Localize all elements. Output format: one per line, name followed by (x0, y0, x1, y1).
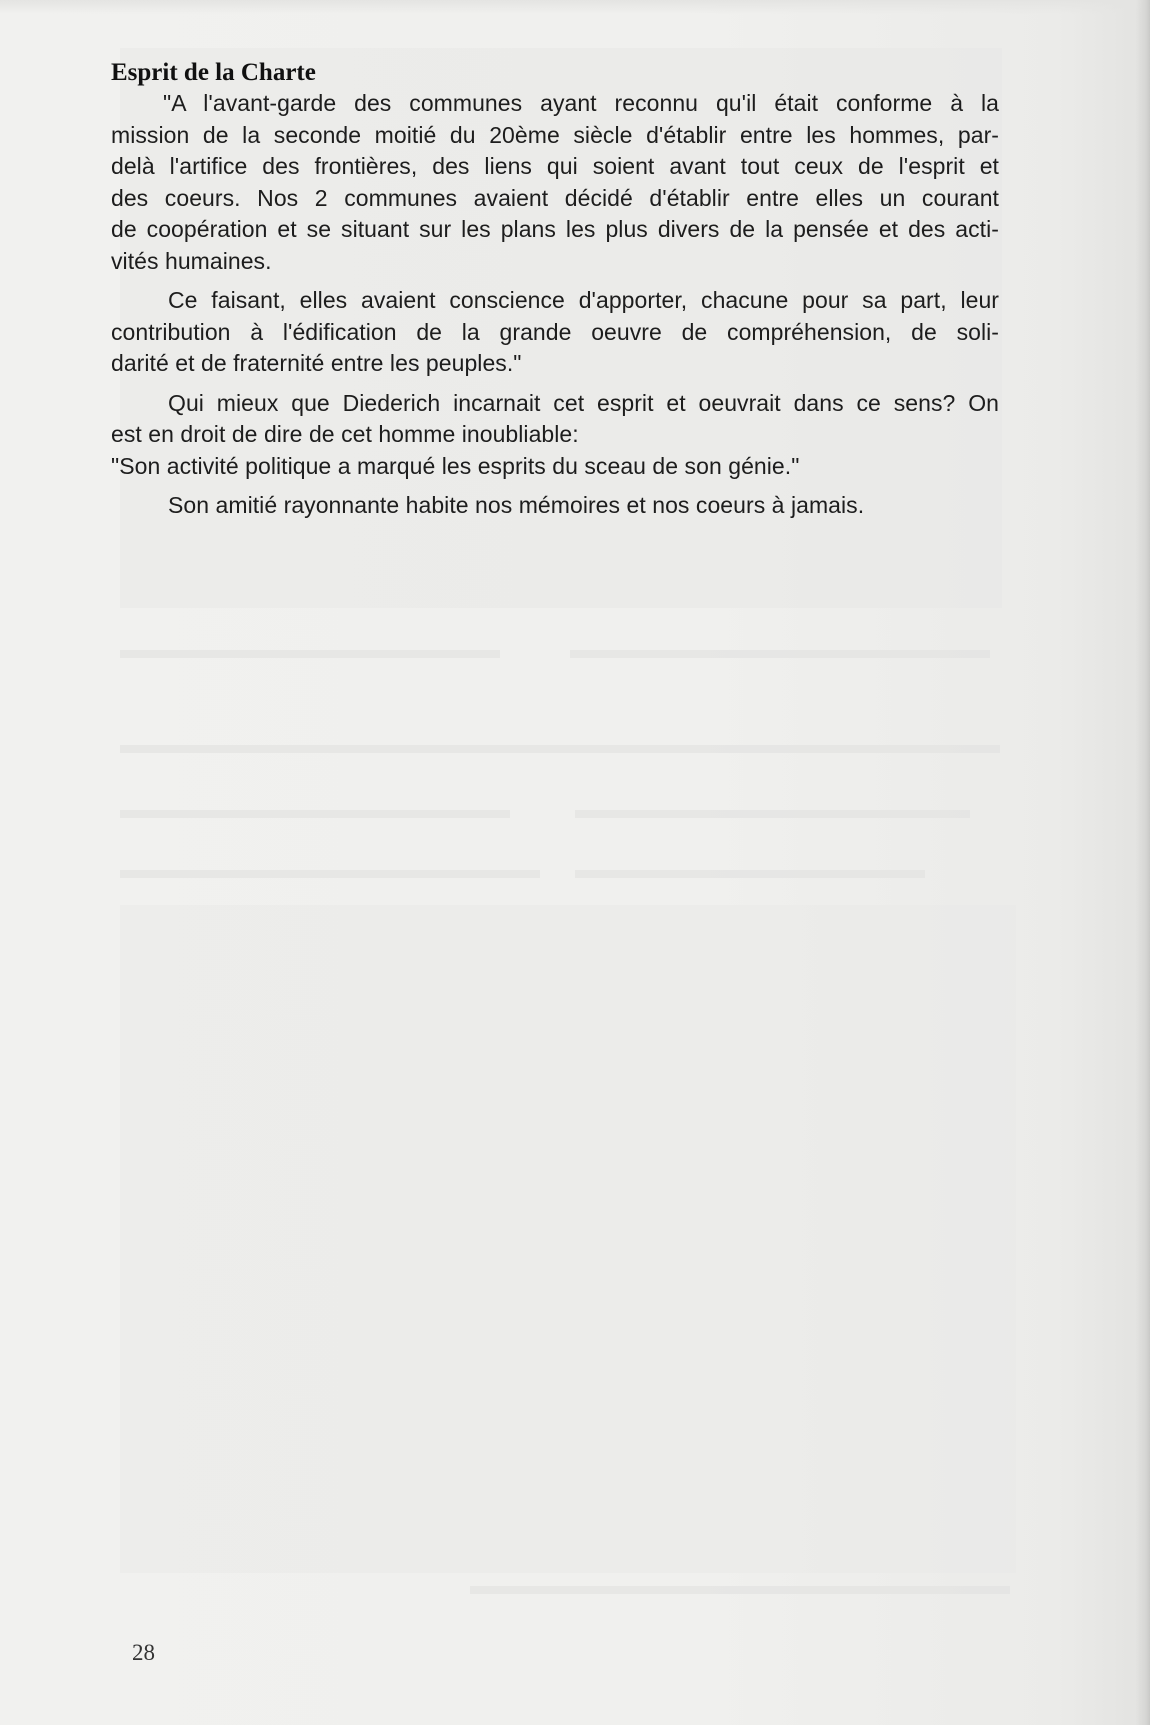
closing-paragraph (111, 490, 999, 522)
book-spine-edge (1136, 0, 1150, 1725)
show-through-text-line (120, 745, 1000, 753)
show-through-text-line (575, 810, 970, 818)
show-through-text-line (120, 870, 540, 878)
text-line: des coeurs. Nos 2 communes avaient décidé d'établir entre elles un courant (111, 184, 999, 211)
section-heading: Esprit de la Charte (111, 59, 316, 86)
show-through-photo-bottom (120, 905, 1016, 1573)
text-line: Qui mieux que Diederich incarnait cet esprit et oeuvrait dans ce sens? On (168, 389, 999, 416)
text-line: Son amitié rayonnante habite nos mémoires et nos coeurs à jamais. (168, 492, 865, 518)
text-line: darité et de fraternité entre les peuples." (111, 350, 522, 376)
text-line: Ce faisant, elles avaient conscience d'apporter, chacune pour sa part, leur (168, 287, 999, 313)
text-line: mission de la seconde moitié du 20ème siècle d'établir entre les hommes, par- (111, 121, 999, 148)
page-top-shadow (0, 0, 1150, 14)
contribution-paragraph (111, 285, 999, 380)
text-line: de coopération et se situant sur les plans les plus divers de la pensée et des acti- (111, 216, 999, 242)
diederich-paragraph (111, 388, 999, 483)
text-line: vités humaines. (111, 247, 272, 274)
quote-line: "Son activité politique a marqué les esprits du sceau de son génie." (111, 452, 800, 479)
show-through-text-line (575, 870, 925, 878)
text-line: contribution à l'édification de la grande oeuvre de compréhension, de soli- (111, 318, 999, 345)
text-line: "A l'avant-garde des communes ayant reconnu qu'il était conforme à la (163, 90, 999, 116)
page-number: 28 (132, 1640, 155, 1665)
text-line: delà l'artifice des frontières, des liens qui soient avant tout ceux de l'esprit et (111, 153, 999, 179)
charter-quote-paragraph (111, 88, 999, 277)
show-through-text-line (570, 650, 990, 658)
show-through-text-line (120, 810, 510, 818)
article-body (111, 58, 999, 522)
show-through-text-line (120, 650, 500, 658)
show-through-caption (470, 1586, 1010, 1594)
text-line: est en droit de dire de cet homme inoubliable: (111, 421, 579, 447)
